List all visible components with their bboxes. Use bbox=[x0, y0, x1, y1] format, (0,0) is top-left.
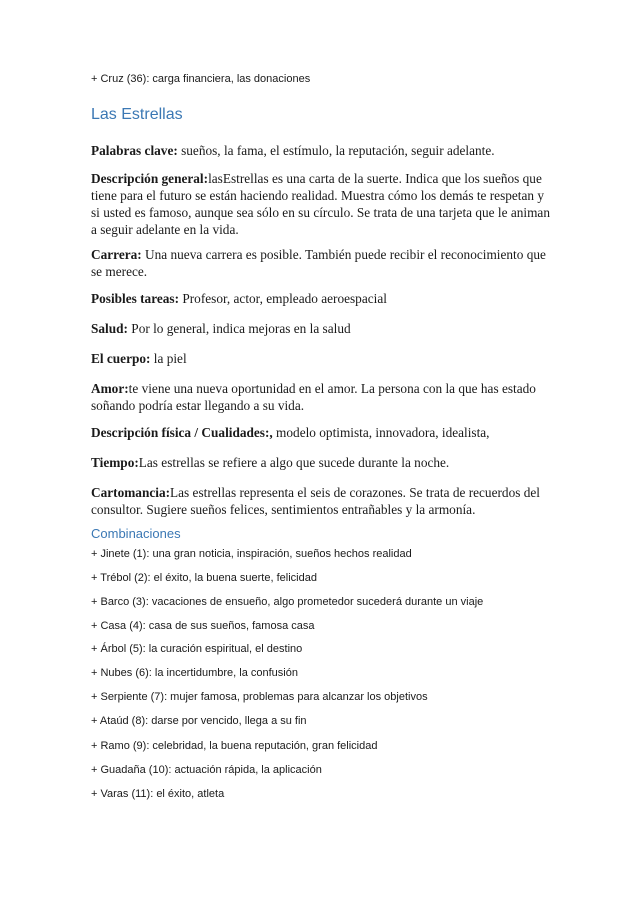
field-text: sueños, la fama, el estímulo, la reputación, seguir adelante. bbox=[177, 143, 495, 158]
field-label: Cartomancia: bbox=[91, 485, 171, 500]
field-descripcion-fisica bbox=[91, 424, 553, 441]
field-label: Posibles tareas: bbox=[91, 291, 180, 306]
field-amor bbox=[91, 380, 553, 414]
field-palabras-clave bbox=[91, 142, 553, 159]
combinations-title: Combinaciones bbox=[91, 526, 181, 541]
combination-item: + Barco (3): vacaciones de ensueño, algo prometedor sucederá durante un viaje bbox=[91, 596, 484, 608]
field-text: Una nueva carrera es posible. También puede recibir el reconocimiento que se merece. bbox=[91, 247, 546, 279]
field-text: Las estrellas se refiere a algo que sucede durante la noche. bbox=[138, 455, 450, 470]
field-text: la piel bbox=[150, 351, 187, 366]
field-label: El cuerpo: bbox=[91, 351, 151, 366]
combination-item: + Nubes (6): la incertidumbre, la confusión bbox=[91, 667, 298, 679]
field-label: Salud: bbox=[91, 321, 128, 336]
field-descripcion-general bbox=[91, 170, 553, 238]
field-el-cuerpo bbox=[91, 350, 553, 367]
combination-item: + Guadaña (10): actuación rápida, la aplicación bbox=[91, 764, 322, 776]
field-carrera bbox=[91, 246, 553, 280]
field-cartomancia bbox=[91, 484, 553, 518]
combination-item: + Ramo (9): celebridad, la buena reputación, gran felicidad bbox=[91, 740, 378, 752]
combination-item: + Serpiente (7): mujer famosa, problemas para alcanzar los objetivos bbox=[91, 691, 428, 703]
field-label: Descripción general: bbox=[91, 171, 209, 186]
combination-item: + Varas (11): el éxito, atleta bbox=[91, 788, 225, 800]
field-text: Las estrellas representa el seis de corazones. Se trata de recuerdos del consultor. Sugiere sueños felices, sentimientos entrañables y la armonía. bbox=[91, 485, 540, 517]
combination-item: + Casa (4): casa de sus sueños, famosa casa bbox=[91, 620, 315, 632]
section-title: Las Estrellas bbox=[91, 106, 183, 123]
combination-item: + Árbol (5): la curación espiritual, el destino bbox=[91, 643, 303, 655]
cruz-line: + Cruz (36): carga financiera, las donaciones bbox=[91, 73, 311, 85]
field-label: Amor: bbox=[91, 381, 129, 396]
field-label: Tiempo: bbox=[91, 455, 139, 470]
combination-item: + Trébol (2): el éxito, la buena suerte, felicidad bbox=[91, 572, 317, 584]
field-text: lasEstrellas es una carta de la suerte. Indica que los sueños que tiene para el futuro se están haciendo realidad. Muestra cómo los demás te respetan y si usted es famoso, aunque sea sólo en su círculo. Se trata de una tarjeta que le animan a seguir adelante en la vida. bbox=[91, 171, 550, 237]
field-posibles-tareas bbox=[91, 290, 553, 307]
field-text: te viene una nueva oportunidad en el amor. La persona con la que has estado soñando podría estar llegando a su vida. bbox=[91, 381, 536, 413]
field-text: Por lo general, indica mejoras en la salud bbox=[127, 321, 351, 336]
field-text: Profesor, actor, empleado aeroespacial bbox=[179, 291, 387, 306]
combination-item: + Ataúd (8): darse por vencido, llega a su fin bbox=[91, 715, 307, 727]
combination-item: + Jinete (1): una gran noticia, inspiración, sueños hechos realidad bbox=[91, 548, 412, 560]
field-salud bbox=[91, 320, 553, 337]
field-label: Descripción física / Cualidades:, bbox=[91, 425, 273, 440]
field-tiempo bbox=[91, 454, 553, 471]
field-label: Palabras clave: bbox=[91, 143, 178, 158]
field-label: Carrera: bbox=[91, 247, 142, 262]
field-text: modelo optimista, innovadora, idealista, bbox=[272, 425, 490, 440]
